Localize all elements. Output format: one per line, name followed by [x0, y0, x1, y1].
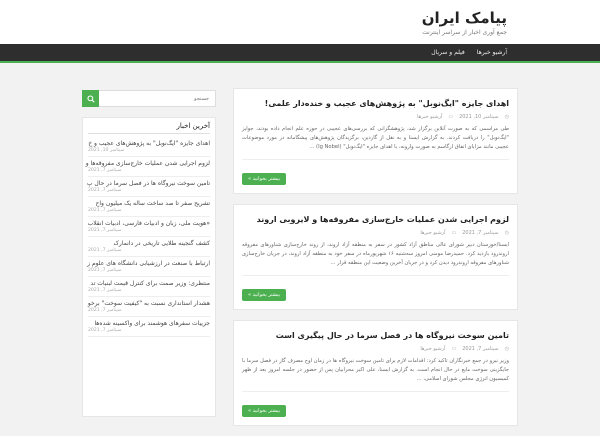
recent-news-link[interactable]: «هویت ملی، زبان و ادبیات فارسی، ادبیات انقلاب: [87, 220, 210, 227]
post-title[interactable]: لزوم اجرایی شدن عملیات خارج‌سازی مفروقه‌ها و لایروبی اروند: [256, 215, 509, 224]
post-category[interactable]: آرشیو خبرها: [420, 230, 446, 236]
search-input[interactable]: [97, 91, 215, 106]
search-button[interactable]: [82, 90, 99, 107]
recent-news-item: [85, 157, 210, 177]
post-card: [233, 204, 518, 310]
search-box: [82, 90, 216, 107]
recent-news-item: [88, 217, 210, 237]
site-description: جمع آوری اخبار از سراسر اینترنت: [422, 29, 507, 36]
folder-icon: ▭: [451, 346, 457, 352]
recent-news-link[interactable]: جزییات سفرهای هوشمند برای واکسینه شده‌ها: [94, 320, 210, 327]
recent-news-item: [88, 197, 210, 217]
recent-news-link[interactable]: اهدای جایزه "ایگ‌نوبل" به پژوهش‌های عجیب و خ: [88, 140, 210, 147]
recent-news-item: [88, 237, 210, 257]
widget-title: آخرین اخبار: [88, 122, 210, 134]
recent-news-date: سپتامبر 7, 2021: [88, 228, 122, 233]
clock-icon: ◷: [504, 114, 509, 120]
clock-icon: ◷: [504, 230, 509, 236]
read-more-button[interactable]: بیشتر بخوانید »: [242, 405, 286, 417]
post-date: سپتامبر 7, 2021: [462, 346, 499, 352]
post-card: [233, 88, 518, 194]
recent-news-link[interactable]: تشریح صفر تا صد ساخت ساله یک میلیون واح: [95, 200, 210, 207]
post-date: سپتامبر 10, 2021: [459, 114, 499, 120]
post-title[interactable]: اهدای جایزه "ایگ‌نوبل" به پژوهش‌های عجیب و خنده‌دار علمی!: [264, 99, 509, 108]
recent-news-date: سپتامبر 7, 2021: [88, 308, 122, 313]
recent-news-item: [88, 297, 210, 317]
recent-news-link[interactable]: تامین سوخت نیروگاه ها در فصل سرما در حال پ: [86, 180, 210, 187]
post-date: سپتامبر 7, 2021: [462, 230, 499, 236]
recent-news-link[interactable]: هشدار استانداری نسبت به "کیفیت سوخت" برخو: [87, 300, 210, 307]
recent-news-date: سپتامبر 7, 2021: [88, 268, 122, 273]
clock-icon: ◷: [504, 346, 509, 352]
post-meta: [242, 230, 509, 236]
folder-icon: ▭: [448, 114, 454, 120]
recent-news-date: سپتامبر 7, 2021: [88, 188, 122, 193]
recent-news-item: [88, 317, 210, 337]
nav-item-movies-series[interactable]: فیلم و سریال: [431, 49, 465, 56]
recent-news-item: [88, 257, 210, 277]
nav-menu: [425, 44, 507, 61]
recent-news-item: [88, 177, 210, 197]
recent-news-item: [88, 277, 210, 297]
folder-icon: ▭: [451, 230, 457, 236]
post-footer: [242, 159, 509, 185]
site-title[interactable]: پیامک ایران: [421, 9, 507, 27]
post-footer: [242, 275, 509, 301]
post-meta: [242, 346, 509, 352]
post-category[interactable]: آرشیو خبرها: [420, 346, 446, 352]
post-title[interactable]: تامین سوخت نیروگاه ها در فصل سرما در حال پیگیری است: [275, 331, 509, 340]
main-navbar: [0, 44, 600, 63]
posts-list: [233, 88, 518, 436]
read-more-button[interactable]: بیشتر بخوانید »: [242, 289, 286, 301]
post-meta: [242, 114, 509, 120]
recent-news-date: سپتامبر 10, 2021: [88, 148, 125, 153]
recent-news-date: سپتامبر 7, 2021: [88, 208, 122, 213]
recent-news-link[interactable]: لزوم اجرایی شدن عملیات خارج‌سازی مفروقه‌ها و: [85, 160, 210, 167]
search-icon: [87, 95, 95, 103]
recent-news-link[interactable]: کشف گنجینه طلایی تاریخی در دانمارک: [113, 240, 210, 247]
post-excerpt: وزیر نیرو در جمع خبرنگاران تاکید کرد: اقدامات لازم برای تامین سوخت نیروگاه ها در زمان اوج مصرف گاز در فصل سرما با جایگزینی سوخت مایع در حال انجام است. به گزارش ایسنا، علی اکبر محرابیان پس از حضور در جلسه امروز بعد از ظهر کمیسیون انرژی مجلس شورای اسلامی، ...: [242, 358, 509, 382]
recent-news-date: سپتامبر 7, 2021: [88, 168, 122, 173]
sidebar: [82, 90, 216, 417]
recent-news-date: سپتامبر 7, 2021: [88, 328, 122, 333]
post-category[interactable]: آرشیو خبرها: [417, 114, 443, 120]
post-card: [233, 320, 518, 426]
recent-news-widget: [82, 117, 216, 417]
recent-news-link[interactable]: ارتباط با صنعت در ارزشیابی دانشگاه های علوم ز: [87, 260, 210, 267]
recent-news-item: [88, 137, 210, 157]
post-footer: [242, 391, 509, 417]
recent-news-date: سپتامبر 7, 2021: [88, 288, 122, 293]
recent-news-link[interactable]: منتظری: وزیر صمت برای کنترل قیمت لبنیات تد: [90, 280, 210, 287]
recent-news-date: سپتامبر 7, 2021: [88, 248, 122, 253]
nav-item-news-archive[interactable]: آرشیو خبرها: [476, 49, 507, 56]
post-excerpt: طی مراسمی که به صورت آنلاین برگزار شد، پژوهشگرانی که بررسی‌های عجیبی در حوزه علم انجام داده بودند، جوایز "ایگ‌نوبل" را دریافت کردند. به گزارش ایسنا و به نقل از گاردین، برگزیدگان پژوهش‌های پیشگامانه در مورد موضوعات عجیبی مانند مزایای اتفاق ارگاسم به صورت وارونه، با اهدای جایزه "ایگ‌نوبل" (Ig Nobel) ...: [242, 126, 509, 150]
post-excerpt: ایسنا/خوزستان دبیر شورای عالی مناطق آزاد کشور در سفر به منطقه آزاد اروند، از روند خارج‌سازی شناورهای مفروقه اروندرود بازدید کرد. حمیدرضا مومنی امروز سه‌شنبه ۱۶ شهریورماه در سفر خود به منطقه آزاد اروند، در جریان خارج‌سازی شناورهای مفروقه اروندرود دیدن کرد و در جریان آخرین وضعیت این منطقه قرار ...: [242, 242, 509, 266]
site-header: [0, 0, 600, 44]
read-more-button[interactable]: بیشتر بخوانید »: [242, 173, 286, 185]
